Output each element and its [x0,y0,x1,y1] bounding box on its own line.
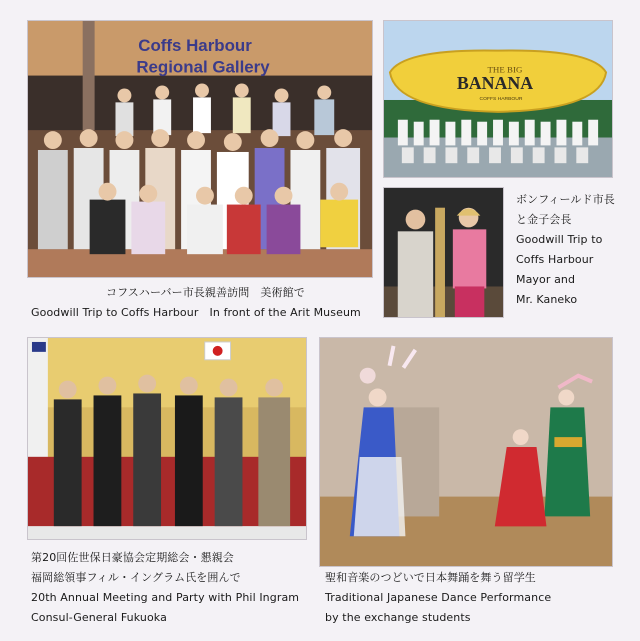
meeting-caption-line: 20th Annual Meeting and Party with Phil Ingram [31,591,300,604]
meeting-caption-line: 第20回佐世保日豪協会定期総会・懇親会 [31,551,234,564]
museum-caption-jp: コフスハーバー市長親善訪問 美術館で [106,286,305,299]
museum-caption-en: Goodwill Trip to Coffs Harbour In front of the Arit Museum [31,306,361,319]
dance-caption-line: by the exchange students [325,611,471,624]
meeting-caption-line: 福岡総領事フィル・イングラム氏を囲んで [31,571,241,584]
dance-performance-photo [319,337,613,567]
big-banana-photo [383,20,613,178]
museum-caption [31,283,361,323]
dance-caption-line: Traditional Japanese Dance Performance [325,591,552,604]
mayor-photo [383,187,504,318]
mayor-caption-line: Mayor and [516,273,576,286]
banana-sign-top: THE BIG [487,64,523,75]
banana-sign-main: BANANA [456,73,534,94]
gallery-sign-line1: Coffs Harbour [138,35,252,55]
meeting-caption [31,548,299,628]
mayor-caption-line: と金子会長 [516,213,572,226]
mayor-caption-line: Coffs Harbour [516,253,594,266]
dance-caption-line: 聖和音楽のつどいで日本舞踊を舞う留学生 [325,571,536,584]
mayor-caption-line: ボンフィールド市長 [516,193,615,206]
dance-caption [325,568,551,628]
mayor-caption-line: Mr. Kaneko [516,293,578,306]
gallery-sign-line2: Regional Gallery [136,57,270,77]
annual-meeting-photo [27,337,307,540]
museum-group-photo [27,20,373,278]
mayor-caption-line: Goodwill Trip to [516,233,603,246]
banana-sign-sub: COFFS HARBOUR [479,96,523,102]
meeting-caption-line: Consul-General Fukuoka [31,611,167,624]
banana-crowd-front [402,147,588,163]
mayor-caption [516,190,615,310]
